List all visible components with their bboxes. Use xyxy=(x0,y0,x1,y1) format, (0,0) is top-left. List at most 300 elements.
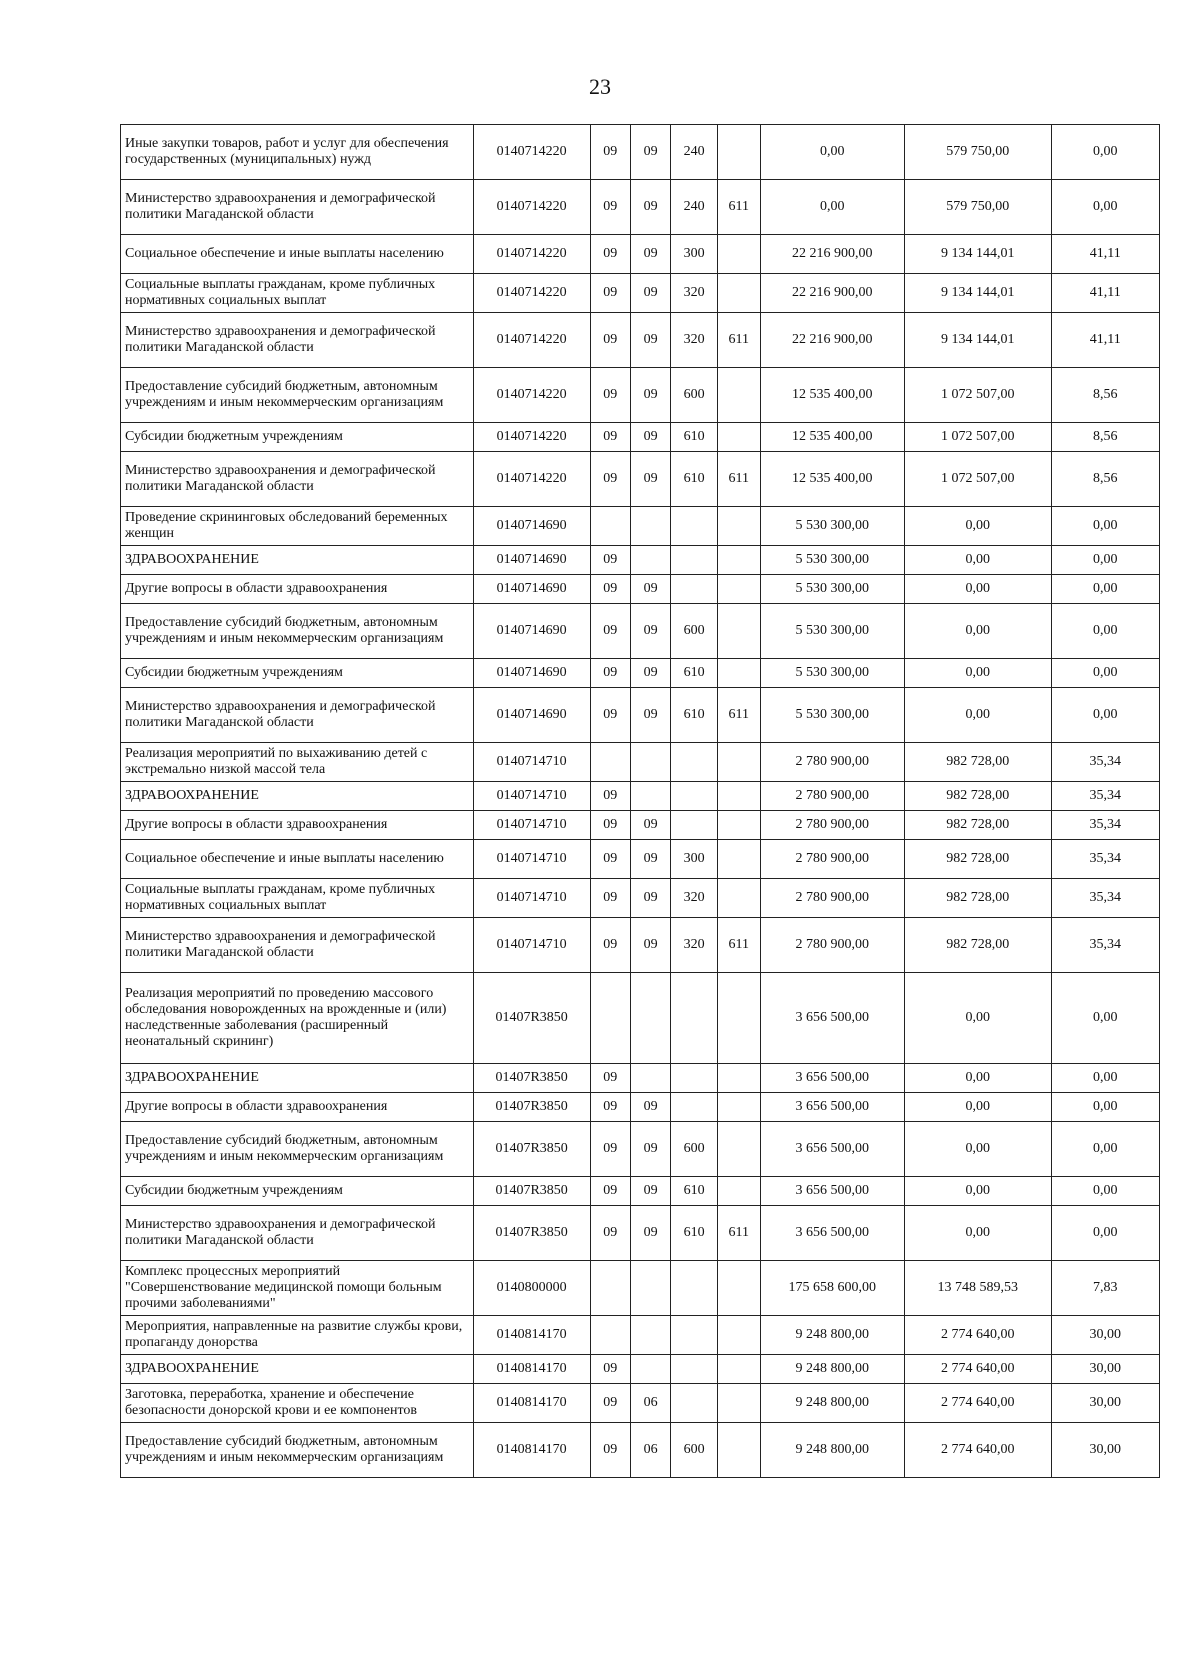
row-executed-amount: 0,00 xyxy=(904,1093,1051,1122)
row-target-code: 01407R3850 xyxy=(473,1064,590,1093)
row-planned-amount: 3 656 500,00 xyxy=(760,973,904,1064)
row-subsection: 09 xyxy=(630,1093,670,1122)
row-section: 09 xyxy=(590,1206,630,1261)
row-executed-amount: 0,00 xyxy=(904,659,1051,688)
row-department xyxy=(718,575,760,604)
row-executed-amount: 2 774 640,00 xyxy=(904,1316,1051,1355)
row-department xyxy=(718,879,760,918)
row-target-code: 0140714220 xyxy=(473,313,590,368)
row-planned-amount: 0,00 xyxy=(760,180,904,235)
row-target-code: 0140814170 xyxy=(473,1384,590,1423)
row-name: Реализация мероприятий по проведению массового обследования новорожденных на врожденные и (или) наследственные заболевания (расширенный неонатальный скрининг) xyxy=(121,973,474,1064)
row-executed-amount: 0,00 xyxy=(904,546,1051,575)
row-section xyxy=(590,1316,630,1355)
row-section: 09 xyxy=(590,1093,630,1122)
table-row xyxy=(121,743,1160,782)
row-planned-amount: 5 530 300,00 xyxy=(760,688,904,743)
row-section: 09 xyxy=(590,423,630,452)
row-subsection xyxy=(630,546,670,575)
table-row xyxy=(121,1122,1160,1177)
row-executed-amount: 0,00 xyxy=(904,1206,1051,1261)
row-executed-amount: 982 728,00 xyxy=(904,879,1051,918)
row-planned-amount: 2 780 900,00 xyxy=(760,811,904,840)
table-row xyxy=(121,688,1160,743)
row-name: Субсидии бюджетным учреждениям xyxy=(121,423,474,452)
table-row xyxy=(121,782,1160,811)
row-target-code: 01407R3850 xyxy=(473,973,590,1064)
row-subsection xyxy=(630,973,670,1064)
row-section: 09 xyxy=(590,1384,630,1423)
row-planned-amount: 22 216 900,00 xyxy=(760,274,904,313)
row-expense-type xyxy=(671,782,718,811)
row-section xyxy=(590,1261,630,1316)
row-name: Предоставление субсидий бюджетным, автономным учреждениям и иным некоммерческим организациям xyxy=(121,604,474,659)
row-planned-amount: 3 656 500,00 xyxy=(760,1093,904,1122)
row-planned-amount: 3 656 500,00 xyxy=(760,1206,904,1261)
row-department: 611 xyxy=(718,1206,760,1261)
row-execution-percent: 0,00 xyxy=(1051,575,1159,604)
row-expense-type xyxy=(671,507,718,546)
row-department xyxy=(718,604,760,659)
row-execution-percent: 0,00 xyxy=(1051,1206,1159,1261)
row-executed-amount: 13 748 589,53 xyxy=(904,1261,1051,1316)
row-planned-amount: 9 248 800,00 xyxy=(760,1355,904,1384)
row-target-code: 0140714220 xyxy=(473,423,590,452)
row-subsection: 09 xyxy=(630,918,670,973)
row-target-code: 0140714690 xyxy=(473,546,590,575)
row-department xyxy=(718,840,760,879)
table-row xyxy=(121,507,1160,546)
row-target-code: 0140714710 xyxy=(473,918,590,973)
row-department xyxy=(718,811,760,840)
row-target-code: 0140714690 xyxy=(473,604,590,659)
row-executed-amount: 1 072 507,00 xyxy=(904,368,1051,423)
row-department xyxy=(718,1355,760,1384)
row-planned-amount: 3 656 500,00 xyxy=(760,1064,904,1093)
row-department: 611 xyxy=(718,313,760,368)
row-department xyxy=(718,235,760,274)
row-subsection: 09 xyxy=(630,840,670,879)
row-department xyxy=(718,782,760,811)
row-subsection: 09 xyxy=(630,811,670,840)
row-section xyxy=(590,973,630,1064)
row-planned-amount: 12 535 400,00 xyxy=(760,368,904,423)
row-department xyxy=(718,274,760,313)
row-executed-amount: 0,00 xyxy=(904,575,1051,604)
row-planned-amount: 3 656 500,00 xyxy=(760,1122,904,1177)
row-name: ЗДРАВООХРАНЕНИЕ xyxy=(121,546,474,575)
row-planned-amount: 9 248 800,00 xyxy=(760,1316,904,1355)
row-execution-percent: 35,34 xyxy=(1051,811,1159,840)
row-department xyxy=(718,743,760,782)
row-department xyxy=(718,973,760,1064)
row-executed-amount: 9 134 144,01 xyxy=(904,274,1051,313)
row-subsection: 09 xyxy=(630,688,670,743)
row-target-code: 01407R3850 xyxy=(473,1093,590,1122)
page-number: 23 xyxy=(589,74,611,99)
row-name: Иные закупки товаров, работ и услуг для обеспечения государственных (муниципальных) нужд xyxy=(121,125,474,180)
row-department: 611 xyxy=(718,688,760,743)
row-target-code: 0140814170 xyxy=(473,1423,590,1478)
row-target-code: 0140714220 xyxy=(473,452,590,507)
row-subsection xyxy=(630,1261,670,1316)
row-planned-amount: 12 535 400,00 xyxy=(760,452,904,507)
row-expense-type: 600 xyxy=(671,1423,718,1478)
row-name: Министерство здравоохранения и демографической политики Магаданской области xyxy=(121,1206,474,1261)
row-subsection xyxy=(630,782,670,811)
row-execution-percent: 30,00 xyxy=(1051,1316,1159,1355)
row-name: Социальные выплаты гражданам, кроме публичных нормативных социальных выплат xyxy=(121,274,474,313)
row-name: Министерство здравоохранения и демографической политики Магаданской области xyxy=(121,918,474,973)
row-expense-type xyxy=(671,1355,718,1384)
row-executed-amount: 982 728,00 xyxy=(904,743,1051,782)
row-expense-type xyxy=(671,546,718,575)
row-name: ЗДРАВООХРАНЕНИЕ xyxy=(121,1064,474,1093)
row-subsection: 09 xyxy=(630,659,670,688)
row-section: 09 xyxy=(590,125,630,180)
row-name: Комплекс процессных мероприятий "Совершенствование медицинской помощи больным прочими заболеваниями" xyxy=(121,1261,474,1316)
row-expense-type: 300 xyxy=(671,235,718,274)
row-executed-amount: 982 728,00 xyxy=(904,918,1051,973)
row-subsection xyxy=(630,1316,670,1355)
row-subsection: 09 xyxy=(630,423,670,452)
row-expense-type: 600 xyxy=(671,368,718,423)
row-name: Другие вопросы в области здравоохранения xyxy=(121,1093,474,1122)
row-target-code: 0140714710 xyxy=(473,811,590,840)
row-department: 611 xyxy=(718,452,760,507)
row-name: Заготовка, переработка, хранение и обеспечение безопасности донорской крови и ее компонентов xyxy=(121,1384,474,1423)
row-expense-type: 600 xyxy=(671,1122,718,1177)
row-name: Проведение скрининговых обследований беременных женщин xyxy=(121,507,474,546)
row-name: Министерство здравоохранения и демографической политики Магаданской области xyxy=(121,313,474,368)
row-execution-percent: 35,34 xyxy=(1051,879,1159,918)
table-row xyxy=(121,1064,1160,1093)
row-execution-percent: 30,00 xyxy=(1051,1423,1159,1478)
table-row xyxy=(121,1384,1160,1423)
table-row xyxy=(121,840,1160,879)
row-name: ЗДРАВООХРАНЕНИЕ xyxy=(121,782,474,811)
row-target-code: 01407R3850 xyxy=(473,1206,590,1261)
row-expense-type: 600 xyxy=(671,604,718,659)
row-expense-type: 320 xyxy=(671,879,718,918)
row-section: 09 xyxy=(590,782,630,811)
table-row xyxy=(121,125,1160,180)
row-subsection: 09 xyxy=(630,452,670,507)
row-section: 09 xyxy=(590,452,630,507)
row-name: Министерство здравоохранения и демографической политики Магаданской области xyxy=(121,180,474,235)
row-execution-percent: 41,11 xyxy=(1051,235,1159,274)
row-target-code: 0140714710 xyxy=(473,743,590,782)
row-department xyxy=(718,1177,760,1206)
row-department xyxy=(718,659,760,688)
row-expense-type xyxy=(671,1384,718,1423)
row-department xyxy=(718,546,760,575)
row-subsection: 09 xyxy=(630,879,670,918)
row-execution-percent: 30,00 xyxy=(1051,1355,1159,1384)
row-subsection xyxy=(630,1355,670,1384)
row-expense-type: 320 xyxy=(671,918,718,973)
row-executed-amount: 2 774 640,00 xyxy=(904,1355,1051,1384)
row-department xyxy=(718,1423,760,1478)
row-name: Социальное обеспечение и иные выплаты населению xyxy=(121,235,474,274)
row-target-code: 0140714710 xyxy=(473,879,590,918)
row-executed-amount: 982 728,00 xyxy=(904,840,1051,879)
row-subsection: 09 xyxy=(630,368,670,423)
row-name: Министерство здравоохранения и демографической политики Магаданской области xyxy=(121,688,474,743)
row-section: 09 xyxy=(590,313,630,368)
row-section: 09 xyxy=(590,879,630,918)
row-section: 09 xyxy=(590,1177,630,1206)
row-execution-percent: 0,00 xyxy=(1051,180,1159,235)
row-execution-percent: 30,00 xyxy=(1051,1384,1159,1423)
row-section: 09 xyxy=(590,918,630,973)
budget-table xyxy=(120,124,1160,1478)
table-row xyxy=(121,811,1160,840)
row-department xyxy=(718,507,760,546)
row-planned-amount: 5 530 300,00 xyxy=(760,546,904,575)
row-target-code: 0140814170 xyxy=(473,1355,590,1384)
row-execution-percent: 41,11 xyxy=(1051,313,1159,368)
row-execution-percent: 0,00 xyxy=(1051,973,1159,1064)
row-target-code: 0140714690 xyxy=(473,688,590,743)
table-row xyxy=(121,546,1160,575)
row-planned-amount: 2 780 900,00 xyxy=(760,918,904,973)
row-execution-percent: 7,83 xyxy=(1051,1261,1159,1316)
row-planned-amount: 2 780 900,00 xyxy=(760,743,904,782)
row-target-code: 0140714220 xyxy=(473,180,590,235)
row-section: 09 xyxy=(590,235,630,274)
row-expense-type: 610 xyxy=(671,423,718,452)
table-row xyxy=(121,973,1160,1064)
row-execution-percent: 0,00 xyxy=(1051,659,1159,688)
row-executed-amount: 0,00 xyxy=(904,1122,1051,1177)
row-planned-amount: 2 780 900,00 xyxy=(760,782,904,811)
row-subsection: 09 xyxy=(630,180,670,235)
row-expense-type: 300 xyxy=(671,840,718,879)
row-planned-amount: 0,00 xyxy=(760,125,904,180)
table-body xyxy=(121,125,1160,1478)
row-target-code: 0140814170 xyxy=(473,1316,590,1355)
row-section: 09 xyxy=(590,368,630,423)
row-executed-amount: 982 728,00 xyxy=(904,782,1051,811)
row-expense-type xyxy=(671,1064,718,1093)
row-execution-percent: 35,34 xyxy=(1051,743,1159,782)
row-name: Реализация мероприятий по выхаживанию детей с экстремально низкой массой тела xyxy=(121,743,474,782)
row-execution-percent: 8,56 xyxy=(1051,368,1159,423)
row-target-code: 0140714690 xyxy=(473,575,590,604)
row-subsection: 09 xyxy=(630,1122,670,1177)
row-expense-type: 320 xyxy=(671,313,718,368)
row-expense-type: 610 xyxy=(671,1177,718,1206)
row-executed-amount: 1 072 507,00 xyxy=(904,423,1051,452)
row-executed-amount: 0,00 xyxy=(904,507,1051,546)
row-name: Субсидии бюджетным учреждениям xyxy=(121,659,474,688)
row-section xyxy=(590,507,630,546)
row-planned-amount: 5 530 300,00 xyxy=(760,575,904,604)
row-executed-amount: 2 774 640,00 xyxy=(904,1423,1051,1478)
row-planned-amount: 5 530 300,00 xyxy=(760,659,904,688)
row-department xyxy=(718,1093,760,1122)
row-execution-percent: 0,00 xyxy=(1051,507,1159,546)
table-row xyxy=(121,1206,1160,1261)
row-subsection: 09 xyxy=(630,235,670,274)
row-expense-type xyxy=(671,743,718,782)
row-executed-amount: 0,00 xyxy=(904,1177,1051,1206)
row-department xyxy=(718,1122,760,1177)
table-row xyxy=(121,1177,1160,1206)
row-section: 09 xyxy=(590,840,630,879)
row-name: Мероприятия, направленные на развитие службы крови, пропаганду донорства xyxy=(121,1316,474,1355)
table-row xyxy=(121,659,1160,688)
row-expense-type: 610 xyxy=(671,452,718,507)
row-expense-type xyxy=(671,811,718,840)
row-target-code: 0140714690 xyxy=(473,659,590,688)
row-execution-percent: 41,11 xyxy=(1051,274,1159,313)
table-row xyxy=(121,1423,1160,1478)
row-name: Предоставление субсидий бюджетным, автономным учреждениям и иным некоммерческим организациям xyxy=(121,368,474,423)
row-planned-amount: 9 248 800,00 xyxy=(760,1423,904,1478)
row-execution-percent: 0,00 xyxy=(1051,604,1159,659)
row-subsection: 09 xyxy=(630,313,670,368)
row-target-code: 0140714690 xyxy=(473,507,590,546)
row-section xyxy=(590,743,630,782)
table-row xyxy=(121,604,1160,659)
row-expense-type xyxy=(671,1093,718,1122)
table-row xyxy=(121,423,1160,452)
row-target-code: 0140714220 xyxy=(473,368,590,423)
row-execution-percent: 0,00 xyxy=(1051,546,1159,575)
row-executed-amount: 0,00 xyxy=(904,604,1051,659)
row-name: Другие вопросы в области здравоохранения xyxy=(121,811,474,840)
row-subsection: 09 xyxy=(630,575,670,604)
row-executed-amount: 579 750,00 xyxy=(904,180,1051,235)
row-subsection: 09 xyxy=(630,1177,670,1206)
row-target-code: 0140714220 xyxy=(473,274,590,313)
row-planned-amount: 2 780 900,00 xyxy=(760,840,904,879)
row-execution-percent: 35,34 xyxy=(1051,918,1159,973)
row-target-code: 01407R3850 xyxy=(473,1177,590,1206)
table-row xyxy=(121,274,1160,313)
table-row xyxy=(121,575,1160,604)
row-name: Субсидии бюджетным учреждениям xyxy=(121,1177,474,1206)
row-target-code: 0140714220 xyxy=(473,125,590,180)
row-planned-amount: 5 530 300,00 xyxy=(760,507,904,546)
row-expense-type: 240 xyxy=(671,125,718,180)
row-section: 09 xyxy=(590,180,630,235)
row-department xyxy=(718,1261,760,1316)
row-executed-amount: 579 750,00 xyxy=(904,125,1051,180)
row-execution-percent: 35,34 xyxy=(1051,782,1159,811)
row-planned-amount: 3 656 500,00 xyxy=(760,1177,904,1206)
table-row xyxy=(121,235,1160,274)
row-expense-type xyxy=(671,973,718,1064)
row-execution-percent: 0,00 xyxy=(1051,125,1159,180)
row-target-code: 0140714710 xyxy=(473,782,590,811)
row-expense-type: 320 xyxy=(671,274,718,313)
row-planned-amount: 9 248 800,00 xyxy=(760,1384,904,1423)
row-execution-percent: 0,00 xyxy=(1051,1177,1159,1206)
row-name: Министерство здравоохранения и демографической политики Магаданской области xyxy=(121,452,474,507)
row-subsection xyxy=(630,507,670,546)
row-executed-amount: 0,00 xyxy=(904,688,1051,743)
table-row xyxy=(121,1355,1160,1384)
row-execution-percent: 0,00 xyxy=(1051,1064,1159,1093)
row-department xyxy=(718,423,760,452)
row-subsection xyxy=(630,1064,670,1093)
row-department: 611 xyxy=(718,918,760,973)
row-executed-amount: 9 134 144,01 xyxy=(904,235,1051,274)
row-target-code: 0140714220 xyxy=(473,235,590,274)
row-department xyxy=(718,1064,760,1093)
table-row xyxy=(121,879,1160,918)
row-section: 09 xyxy=(590,1122,630,1177)
row-target-code: 01407R3850 xyxy=(473,1122,590,1177)
row-subsection: 09 xyxy=(630,604,670,659)
row-department xyxy=(718,368,760,423)
row-section: 09 xyxy=(590,811,630,840)
row-name: Предоставление субсидий бюджетным, автономным учреждениям и иным некоммерческим организациям xyxy=(121,1423,474,1478)
row-name: Другие вопросы в области здравоохранения xyxy=(121,575,474,604)
row-name: ЗДРАВООХРАНЕНИЕ xyxy=(121,1355,474,1384)
row-department xyxy=(718,1384,760,1423)
row-executed-amount: 2 774 640,00 xyxy=(904,1384,1051,1423)
row-expense-type: 610 xyxy=(671,1206,718,1261)
row-section: 09 xyxy=(590,575,630,604)
row-expense-type xyxy=(671,1261,718,1316)
table-row xyxy=(121,452,1160,507)
row-planned-amount: 5 530 300,00 xyxy=(760,604,904,659)
row-name: Социальные выплаты гражданам, кроме публичных нормативных социальных выплат xyxy=(121,879,474,918)
row-section: 09 xyxy=(590,1423,630,1478)
row-name: Социальное обеспечение и иные выплаты населению xyxy=(121,840,474,879)
row-subsection: 09 xyxy=(630,274,670,313)
table-row xyxy=(121,1316,1160,1355)
table-row xyxy=(121,1261,1160,1316)
row-section: 09 xyxy=(590,546,630,575)
row-execution-percent: 35,34 xyxy=(1051,840,1159,879)
row-section: 09 xyxy=(590,1064,630,1093)
row-section: 09 xyxy=(590,688,630,743)
row-section: 09 xyxy=(590,659,630,688)
row-subsection: 06 xyxy=(630,1384,670,1423)
row-subsection xyxy=(630,743,670,782)
row-planned-amount: 22 216 900,00 xyxy=(760,313,904,368)
table-row xyxy=(121,918,1160,973)
row-expense-type: 610 xyxy=(671,659,718,688)
row-execution-percent: 0,00 xyxy=(1051,1093,1159,1122)
row-expense-type: 610 xyxy=(671,688,718,743)
row-executed-amount: 9 134 144,01 xyxy=(904,313,1051,368)
row-subsection: 09 xyxy=(630,1206,670,1261)
row-execution-percent: 8,56 xyxy=(1051,423,1159,452)
row-execution-percent: 0,00 xyxy=(1051,688,1159,743)
row-planned-amount: 2 780 900,00 xyxy=(760,879,904,918)
row-target-code: 0140714710 xyxy=(473,840,590,879)
row-expense-type xyxy=(671,1316,718,1355)
row-target-code: 0140800000 xyxy=(473,1261,590,1316)
row-section: 09 xyxy=(590,274,630,313)
row-planned-amount: 175 658 600,00 xyxy=(760,1261,904,1316)
row-executed-amount: 0,00 xyxy=(904,973,1051,1064)
row-planned-amount: 22 216 900,00 xyxy=(760,235,904,274)
row-section: 09 xyxy=(590,1355,630,1384)
row-section: 09 xyxy=(590,604,630,659)
row-executed-amount: 1 072 507,00 xyxy=(904,452,1051,507)
row-expense-type xyxy=(671,575,718,604)
table-row xyxy=(121,313,1160,368)
row-department xyxy=(718,125,760,180)
row-execution-percent: 8,56 xyxy=(1051,452,1159,507)
